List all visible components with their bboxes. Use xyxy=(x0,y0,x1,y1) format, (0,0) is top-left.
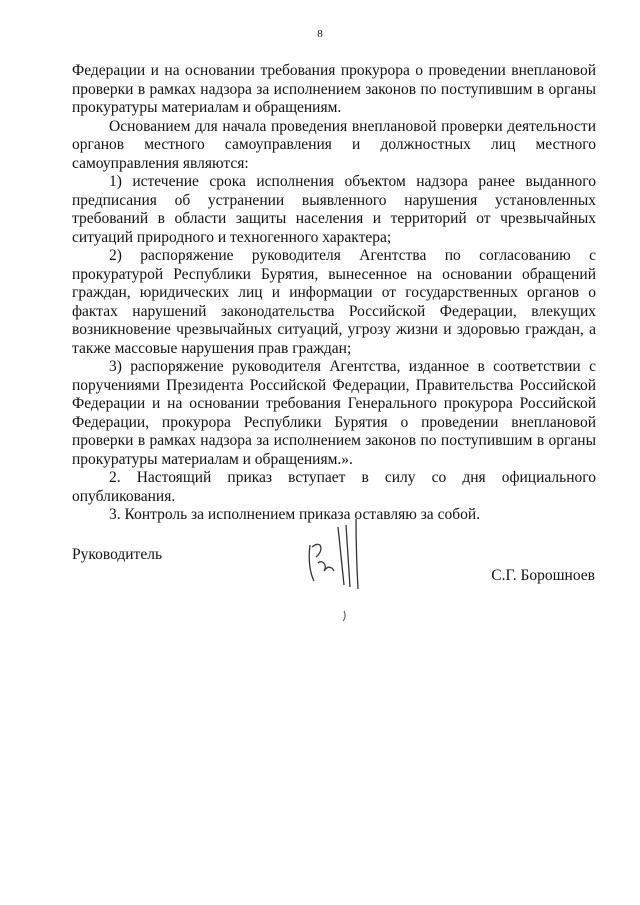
page-number: 8 xyxy=(317,28,323,40)
handwritten-signature xyxy=(300,515,380,630)
paragraph-grounds: Основанием для начала проведения внеплановой проверки деятельности органов местного самоуправления и должностных лиц местного самоуправления являются: xyxy=(72,117,596,172)
list-item-2: 2) распоряжение руководителя Агентства по согласованию с прокуратурой Республики Бурятия, вынесенное на основании обращений граждан, юридических лиц и информации от государственных органов о фактах нарушений законодательства Российской Федерации, влекущих возникновение чрезвычайных ситуаций, угрозу жизни и здоровью граждан, а также массовые нарушения прав граждан; xyxy=(72,247,596,357)
clause-2-effective: 2. Настоящий приказ вступает в силу со дня официального опубликования. xyxy=(72,469,596,505)
signatory-title: Руководитель xyxy=(72,546,163,563)
clause-3-control: 3. Контроль за исполнением приказа оставляю за собой. xyxy=(109,506,481,523)
signatory-name: С.Г. Борошноев xyxy=(491,567,595,584)
document-body xyxy=(72,62,596,525)
list-item-3: 3) распоряжение руководителя Агентства, изданное в соответствии с поручениями Президента Российской Федерации, Правительства Российской Федерации и на основании требования Генерального прокурора Российской Федерации, прокурора Республики Бурятия о проведении внеплановой проверки в рамках надзора за исполнением законов по поступившим в органы прокуратуры материалам и обращениям.». xyxy=(72,358,596,468)
paragraph-continuation: Федерации и на основании требования прокурора о проведении внеплановой проверки в рамках надзора за исполнением законов по поступившим в органы прокуратуры материалам и обращениям. xyxy=(72,62,596,116)
list-item-1: 1) истечение срока исполнения объектом надзора ранее выданного предписания об устранении выявленного нарушения установленных требований в области защиты населения и территорий от чрезвычайных ситуаций природного и техногенного характера; xyxy=(72,173,596,246)
